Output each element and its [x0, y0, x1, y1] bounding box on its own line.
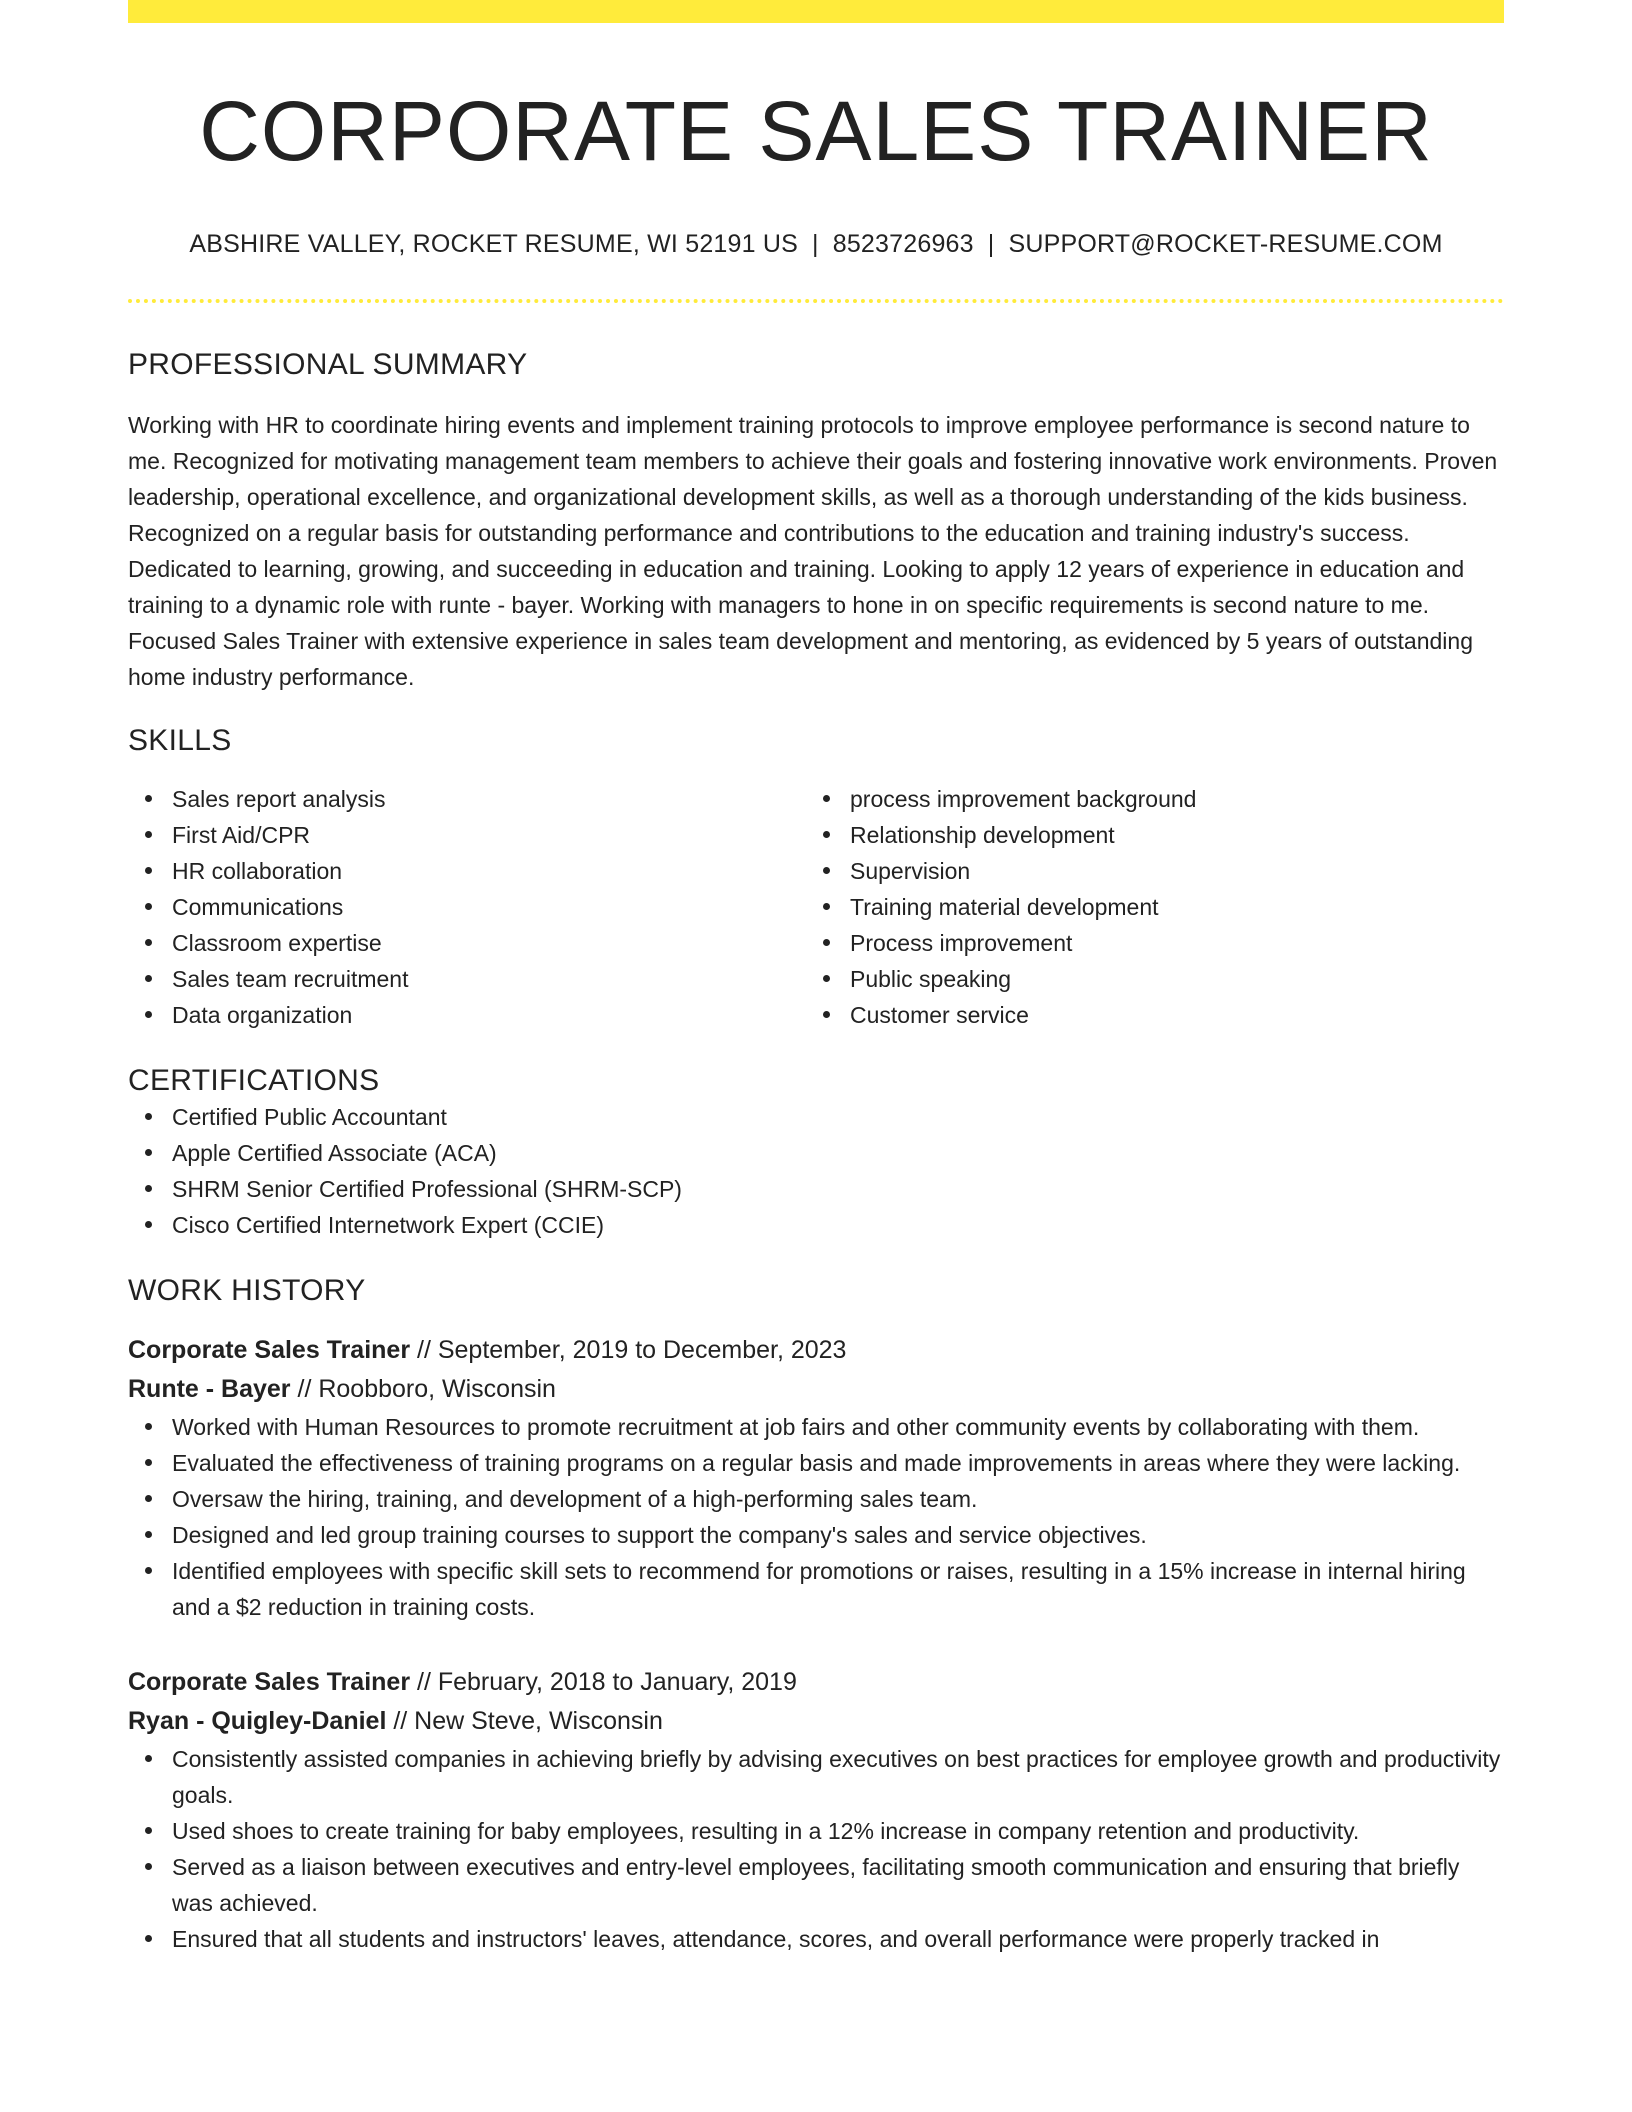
- job-role-line: [128, 1663, 1504, 1702]
- job-bullet: Used shoes to create training for baby employees, resulting in a 12% increase in company retention and productivity.: [172, 1813, 1504, 1849]
- skill-item: Classroom expertise: [172, 925, 806, 961]
- section-title-certifications: CERTIFICATIONS: [128, 1064, 380, 1097]
- resume-page: [128, 0, 1504, 1957]
- job-bullet: Served as a liaison between executives and entry-level employees, facilitating smooth communication and ensuring that briefly was achieved.: [172, 1849, 1504, 1921]
- job-role: Corporate Sales Trainer: [128, 1668, 411, 1696]
- section-title-skills: SKILLS: [128, 724, 232, 757]
- skill-item: Supervision: [850, 853, 1484, 889]
- top-accent-bar: [128, 0, 1504, 23]
- contact-separator: |: [987, 230, 995, 258]
- contact-separator: |: [812, 230, 819, 258]
- header-divider: [128, 299, 1504, 303]
- job-role: Corporate Sales Trainer: [128, 1336, 411, 1364]
- job-company-line: [128, 1370, 1504, 1409]
- job-bullet-list: [128, 1409, 1504, 1625]
- skill-item: Sales report analysis: [172, 781, 806, 817]
- skill-item: process improvement background: [850, 781, 1484, 817]
- job-entry: [128, 1663, 1504, 1957]
- job-location: // Roobboro, Wisconsin: [290, 1375, 556, 1403]
- contact-line: [128, 229, 1504, 259]
- professional-summary-section: [128, 347, 1504, 695]
- skill-item: Relationship development: [850, 817, 1484, 853]
- job-bullet: Ensured that all students and instructors' leaves, attendance, scores, and overall performance were properly tracked in: [172, 1921, 1504, 1957]
- job-dates: // September, 2019 to December, 2023: [410, 1336, 847, 1364]
- certification-item: SHRM Senior Certified Professional (SHRM-SCP): [172, 1171, 1504, 1207]
- skills-list-right: [806, 781, 1484, 1033]
- section-title-work-history: WORK HISTORY: [128, 1274, 366, 1307]
- skill-item: Process improvement: [850, 925, 1484, 961]
- job-bullet: Worked with Human Resources to promote recruitment at job fairs and other community events by collaborating with them.: [172, 1409, 1504, 1445]
- skill-item: Communications: [172, 889, 806, 925]
- job-location: // New Steve, Wisconsin: [386, 1707, 663, 1735]
- contact-phone: 8523726963: [832, 230, 974, 258]
- job-bullet: Designed and led group training courses to support the company's sales and service objectives.: [172, 1517, 1504, 1553]
- job-bullet: Oversaw the hiring, training, and development of a high-performing sales team.: [172, 1481, 1504, 1517]
- contact-email: SUPPORT@ROCKET-RESUME.COM: [1008, 230, 1443, 258]
- job-bullet: Consistently assisted companies in achieving briefly by advising executives on best practices for employee growth and productivity goals.: [172, 1741, 1504, 1813]
- resume-title: CORPORATE SALES TRAINER: [199, 84, 1433, 178]
- summary-paragraph: Working with HR to coordinate hiring events and implement training protocols to improve employee performance is second nature to me. Recognized for motivating management team members to achieve their goals and fostering innovative work environments. Proven leadership, operational excellence, and organizational development skills, as well as a thorough understanding of the kids business. Recognized on a regular basis for outstanding performance and contributions to the education and training industry's success. Dedicated to learning, growing, and succeeding in education and training. Looking to apply 12 years of experience in education and training to a dynamic role with runte - bayer. Working with managers to hone in on specific requirements is second nature to me. Focused Sales Trainer with extensive experience in sales team development and mentoring, as evidenced by 5 years of outstanding home industry performance.: [128, 412, 1498, 690]
- certification-item: Cisco Certified Internetwork Expert (CCIE): [172, 1207, 1504, 1243]
- skill-item: HR collaboration: [172, 853, 806, 889]
- job-bullet-list: [128, 1741, 1504, 1957]
- job-company: Runte - Bayer: [128, 1375, 291, 1403]
- certification-item: Certified Public Accountant: [172, 1099, 1504, 1135]
- contact-address: ABSHIRE VALLEY, ROCKET RESUME, WI 52191 US: [189, 230, 799, 258]
- skill-item: Customer service: [850, 997, 1484, 1033]
- job-role-line: [128, 1331, 1504, 1370]
- skills-list-left: [128, 781, 806, 1033]
- skill-item: Training material development: [850, 889, 1484, 925]
- job-bullet: Evaluated the effectiveness of training programs on a regular basis and made improvements in areas where they were lacking.: [172, 1445, 1504, 1481]
- skill-item: Data organization: [172, 997, 806, 1033]
- certifications-list: [128, 1099, 1504, 1243]
- skill-item: Public speaking: [850, 961, 1484, 997]
- skill-item: First Aid/CPR: [172, 817, 806, 853]
- skill-item: Sales team recruitment: [172, 961, 806, 997]
- certifications-section: [128, 1063, 1504, 1243]
- skills-columns: [128, 781, 1504, 1033]
- skills-section: [128, 723, 1504, 1033]
- job-dates: // February, 2018 to January, 2019: [410, 1668, 797, 1696]
- work-history-section: [128, 1273, 1504, 1957]
- job-company-line: [128, 1702, 1504, 1741]
- certification-item: Apple Certified Associate (ACA): [172, 1135, 1504, 1171]
- section-title-summary: PROFESSIONAL SUMMARY: [128, 348, 528, 381]
- job-entry: [128, 1331, 1504, 1625]
- job-company: Ryan - Quigley-Daniel: [128, 1707, 387, 1735]
- skills-column-right: [806, 781, 1484, 1033]
- job-bullet: Identified employees with specific skill sets to recommend for promotions or raises, resulting in a 15% increase in internal hiring and a $2 reduction in training costs.: [172, 1553, 1504, 1625]
- skills-column-left: [128, 781, 806, 1033]
